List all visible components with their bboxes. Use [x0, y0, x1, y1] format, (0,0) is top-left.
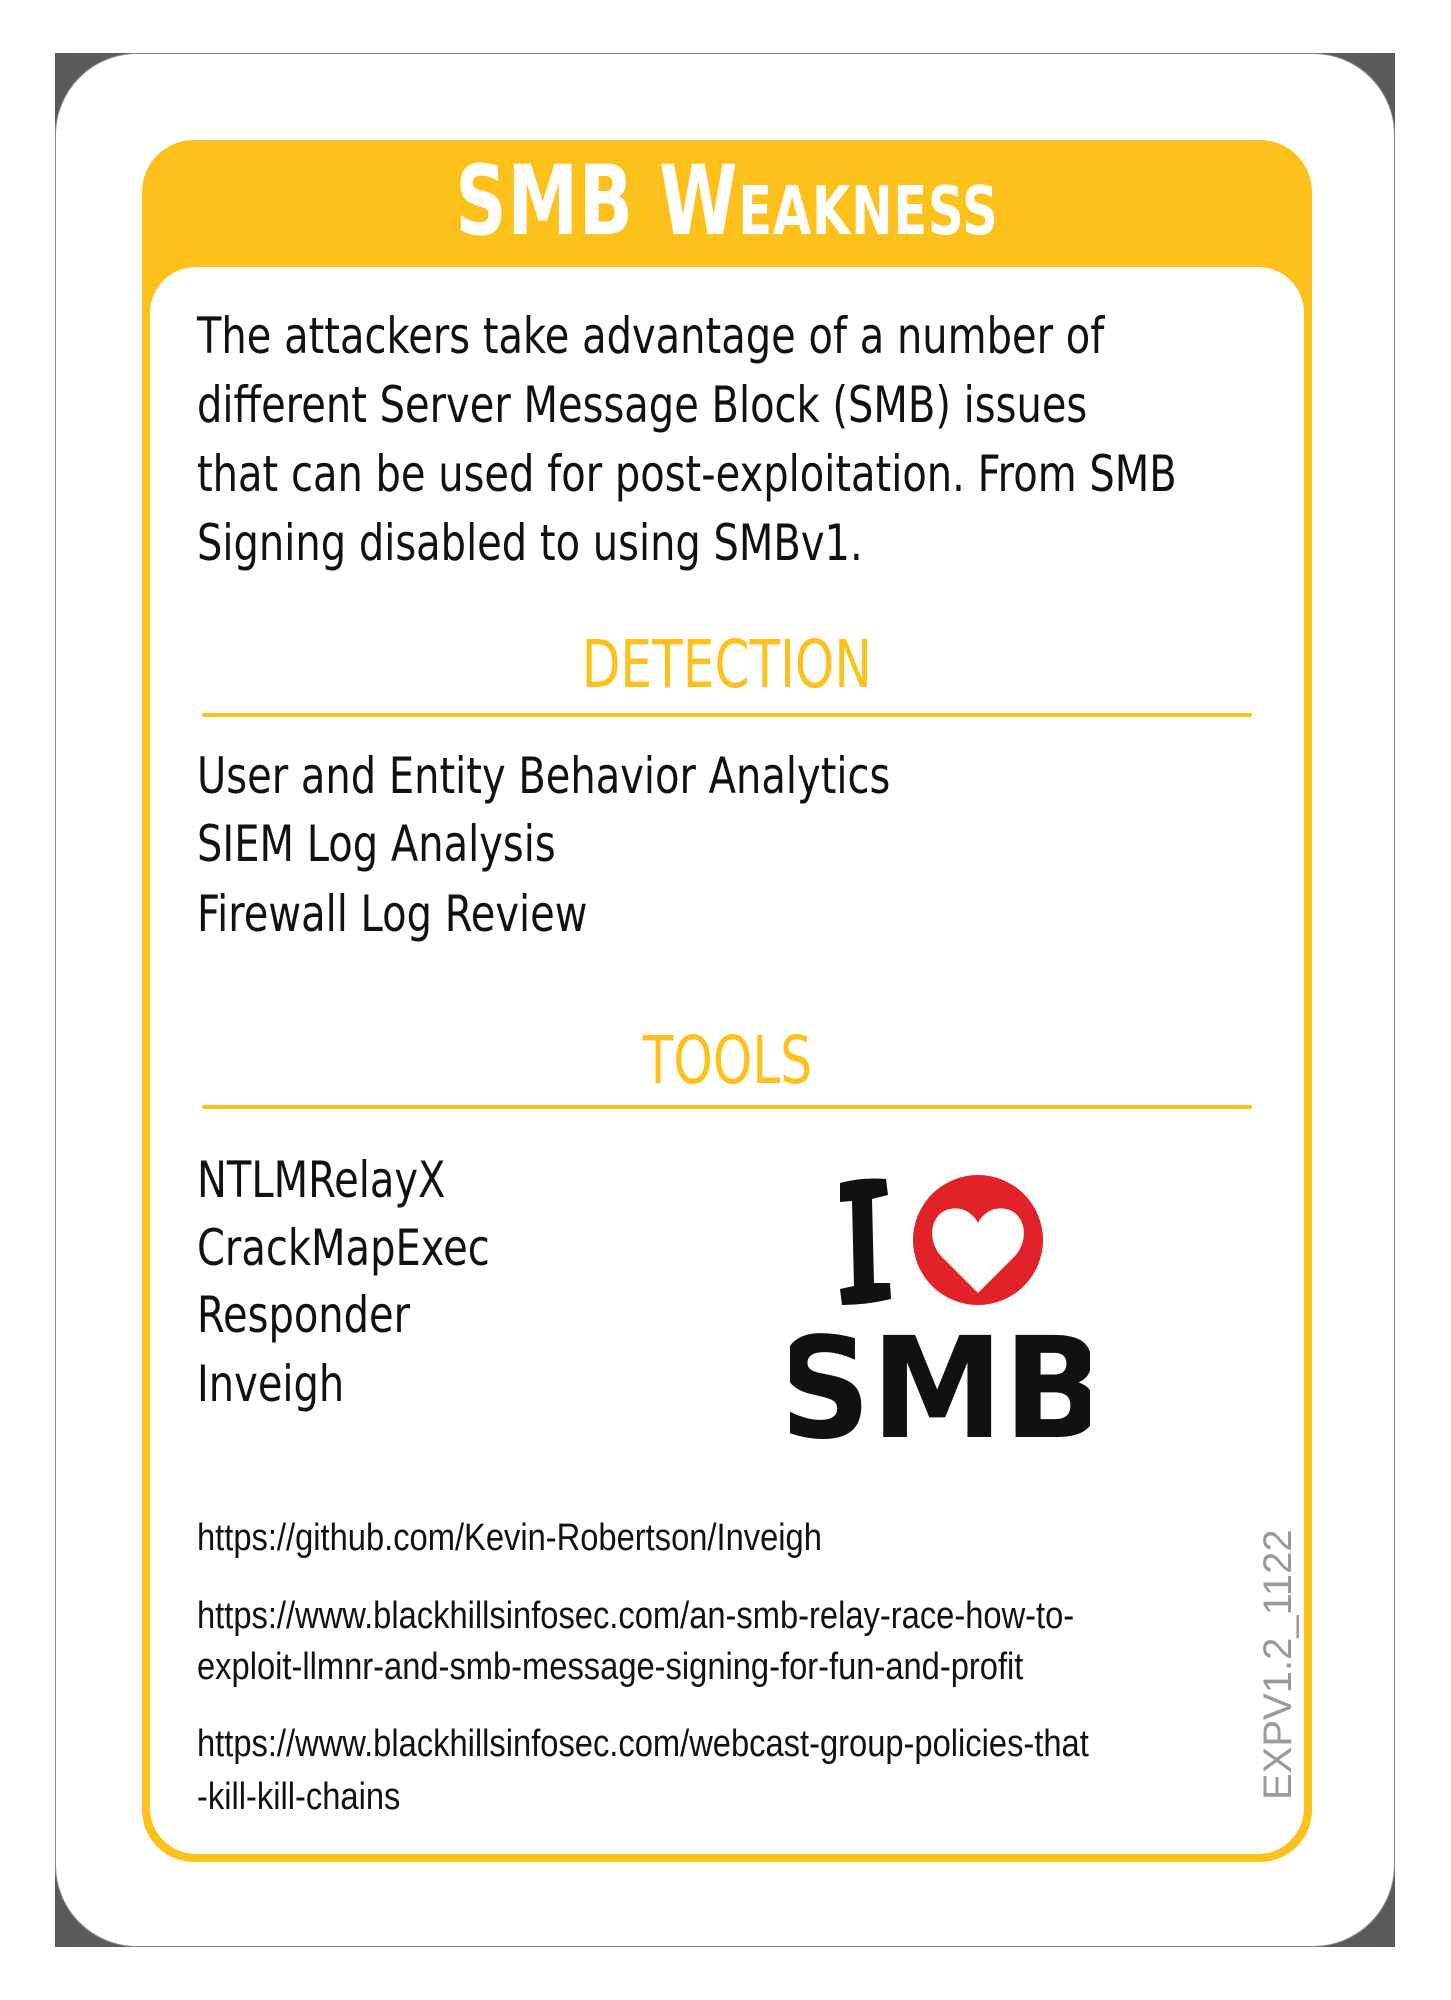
detection-item: Firewall Log Review	[197, 885, 588, 943]
description-line: that can be used for post-exploitation. From SMB	[197, 445, 1177, 503]
tool-item: NTLMRelayX	[197, 1151, 446, 1209]
reference-link[interactable]: https://www.blackhillsinfosec.com/an-smb-relay-race-how-to-	[197, 1595, 1075, 1637]
heart-in-circle-icon	[913, 1175, 1043, 1305]
tool-item: CrackMapExec	[197, 1219, 490, 1277]
detection-divider	[202, 713, 1252, 717]
tools-heading	[150, 1022, 1304, 1099]
letter-i-icon	[840, 1179, 891, 1306]
description-line: The attackers take advantage of a number of	[197, 307, 1105, 365]
logo-smb-text: SMB	[790, 1307, 1090, 1455]
reference-link[interactable]: https://www.blackhillsinfosec.com/webcast-group-policies-that	[197, 1723, 1089, 1765]
detection-heading-text: DETECTION	[581, 626, 873, 703]
detection-heading	[150, 626, 1304, 703]
i-love-smb-logo	[790, 1165, 1090, 1455]
tool-item: Responder	[197, 1286, 411, 1344]
tool-item: Inveigh	[197, 1355, 345, 1413]
description-line: Signing disabled to using SMBv1.	[197, 514, 863, 572]
description-line: different Server Message Block (SMB) issues	[197, 376, 1088, 434]
card-title: SMB Weakness	[455, 144, 999, 257]
detection-item: SIEM Log Analysis	[197, 815, 556, 873]
reference-link-continued[interactable]: exploit-llmnr-and-smb-message-signing-for-fun-and-profit	[197, 1646, 1024, 1688]
reference-link[interactable]: https://github.com/Kevin-Robertson/Inveigh	[197, 1517, 822, 1559]
detection-item: User and Entity Behavior Analytics	[197, 747, 891, 805]
reference-link-continued[interactable]: -kill-kill-chains	[197, 1776, 401, 1818]
version-label: EXPV1.2_1122	[1256, 1529, 1300, 1800]
card-title-bar	[142, 140, 1312, 267]
tools-divider	[202, 1105, 1252, 1109]
tools-heading-text: TOOLS	[642, 1022, 812, 1099]
